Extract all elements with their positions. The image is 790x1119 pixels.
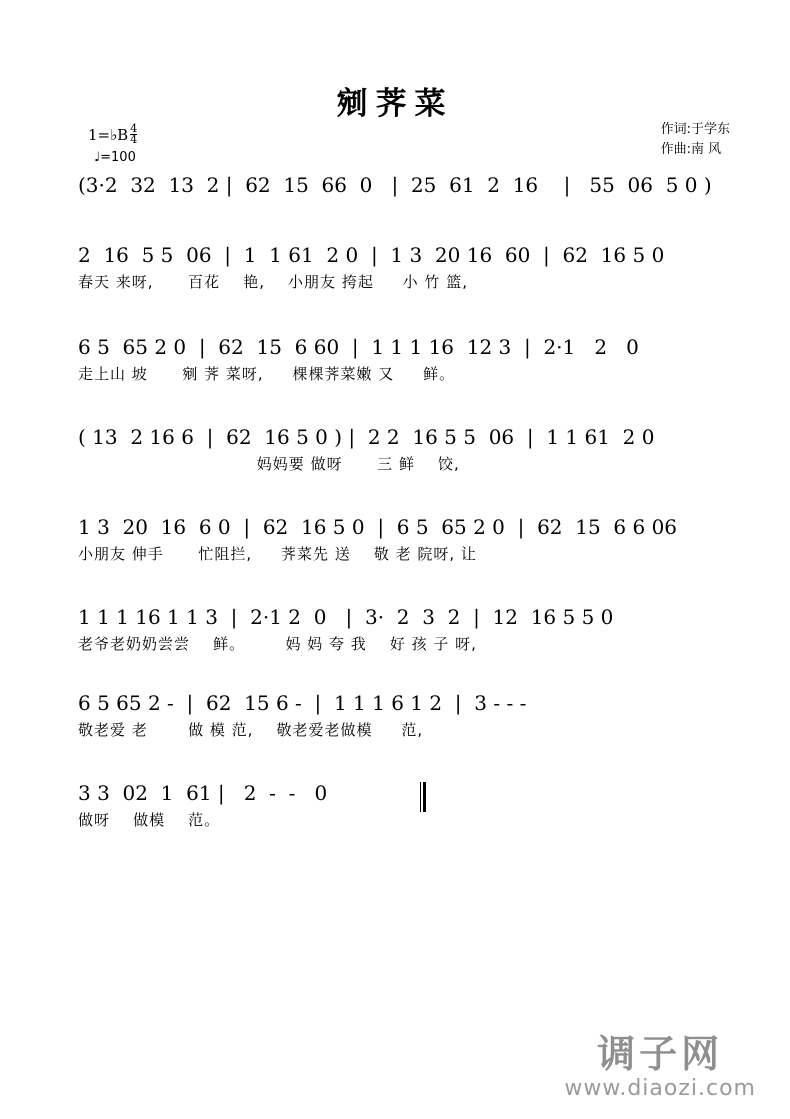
lyric-row: 小朋友 伸手 忙阻拦, 荠菜先 送 敬 老 院呀, 让 [78, 545, 477, 563]
lyric-row [78, 202, 728, 224]
lyric-row: 敬老爱 老 做 模 范, 敬老爱老做模 范, [78, 721, 424, 739]
note-row: 3 3 02 1 61 | 2 - - 0 [78, 781, 328, 805]
time-signature-denominator: 4 [130, 132, 138, 146]
note-row: 2 16 5 5 06 | 1 1 61 2 0 | 1 3 20 16 60 | 62 16 5 0 [78, 243, 665, 267]
key-signature-line [88, 121, 138, 146]
composer-credit: 作曲:南 风 [660, 142, 722, 157]
note-row: 6 5 65 2 0 | 62 15 6 60 | 1 1 1 16 12 3 | 2·1 2 0 [78, 335, 639, 359]
music-system-8 [78, 780, 728, 832]
music-system-7 [78, 690, 728, 742]
note-row: (3·2 32 13 2 | 62 15 66 0 | 25 61 2 16 | 55 06 5 0 ) [78, 173, 712, 197]
page-title: 剜荠菜 [336, 86, 454, 122]
time-signature [130, 121, 138, 146]
credits [661, 120, 730, 160]
watermark [564, 1032, 756, 1101]
lyric-row: 春天 来呀, 百花 艳, 小朋友 挎起 小 竹 篮, [78, 273, 468, 291]
watermark-site-name: 调子网 [597, 1032, 724, 1076]
note-row: 6 5 65 2 - | 62 15 6 - | 1 1 1 6 1 2 | 3 - - - [78, 691, 527, 715]
lyric-row: 老爷老奶奶尝尝 鲜。 妈 妈 夸 我 好 孩 子 呀, [78, 635, 477, 653]
music-system-1 [78, 172, 728, 224]
key-signature: 1=♭B [88, 126, 129, 144]
music-system-3 [78, 334, 728, 386]
music-system-4 [78, 424, 728, 476]
key-and-tempo [88, 121, 138, 165]
note-row: 1 3 20 16 6 0 | 62 16 5 0 | 6 5 65 2 0 | 62 15 6 6 06 [78, 515, 678, 539]
lyricist-credit: 作词:于学东 [660, 122, 730, 137]
time-signature-numerator: 4 [130, 121, 138, 135]
watermark-url: www.diaozi.com [564, 1076, 756, 1101]
music-system-2 [78, 242, 728, 294]
music-system-5 [78, 514, 728, 566]
tempo-marking: ♩=100 [94, 150, 136, 165]
note-row: 1 1 1 16 1 1 3 | 2·1 2 0 | 3· 2 3 2 | 12 16 5 5 0 [78, 605, 614, 629]
lyric-row: 妈妈要 做呀 三 鲜 饺, [78, 455, 460, 473]
music-system-6 [78, 604, 728, 656]
note-row: ( 13 2 16 6 | 62 16 5 0 ) | 2 2 16 5 5 06 | 1 1 61 2 0 [78, 425, 655, 449]
lyric-row: 做呀 做模 范。 [78, 811, 221, 829]
lyric-row: 走上山 坡 剜 荠 菜呀, 棵棵荠菜嫩 又 鲜。 [78, 365, 456, 383]
final-barline [420, 782, 426, 812]
